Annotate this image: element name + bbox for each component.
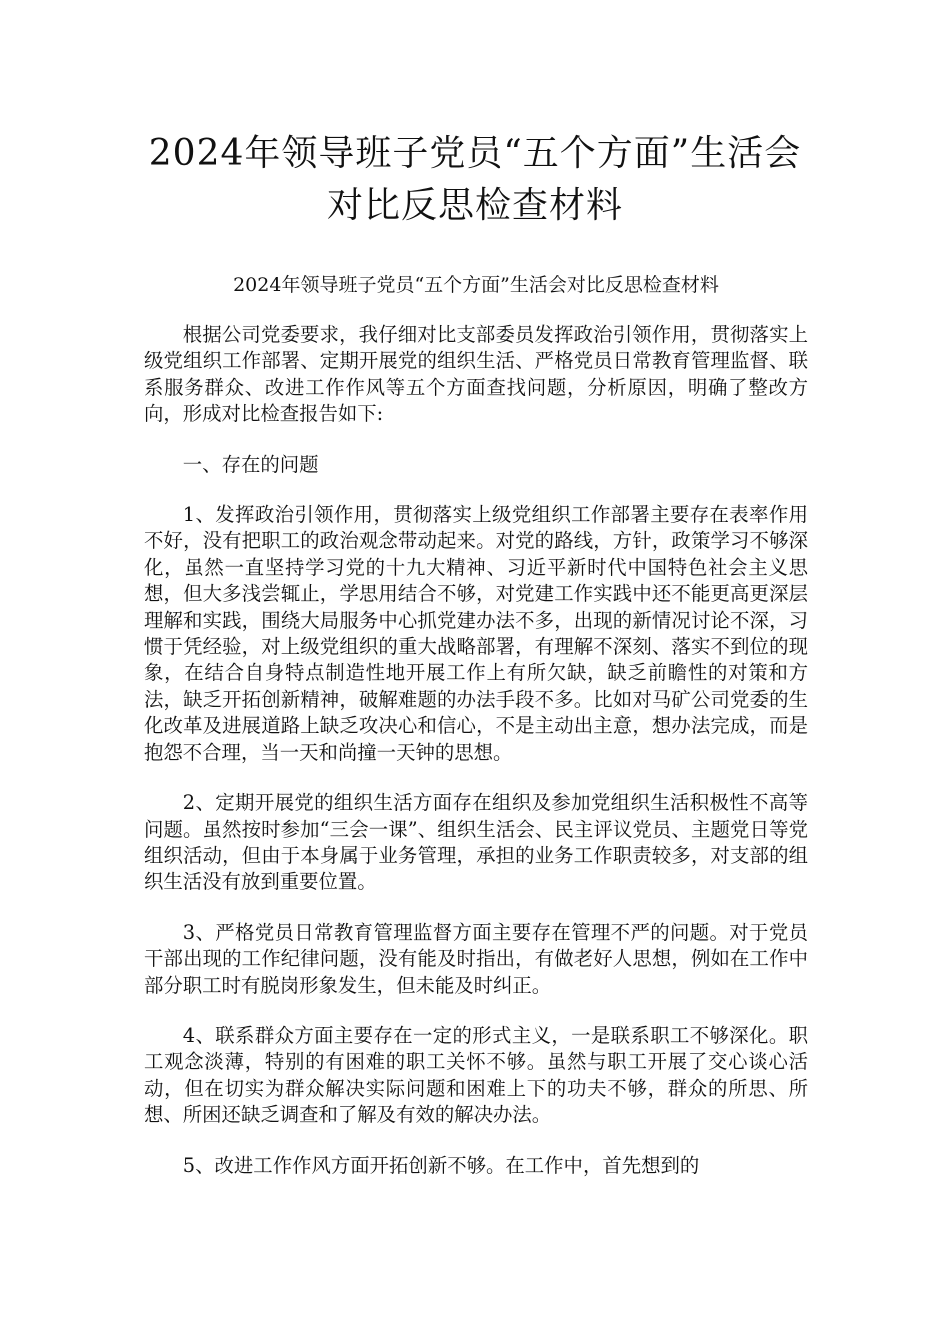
- intro-paragraph: 根据公司党委要求，我仔细对比支部委员发挥政治引领作用，贯彻落实上级党组织工作部署、定期开展党的组织生活、严格党员日常教育管理监督、联系服务群众、改进工作作风等五个方面查找问题，分析原因，明确了整改方向，形成对比检查报告如下:: [144, 323, 808, 426]
- section-heading: 一、存在的问题: [182, 452, 319, 476]
- document-body: [144, 322, 808, 1203]
- document-title: [100, 128, 850, 232]
- title-line-2: 对比反思检查材料: [326, 185, 623, 226]
- problem-paragraph-3: 3、严格党员日常教育管理监督方面主要存在管理不严的问题。对于党员干部出现的工作纪律问题，没有能及时指出，有做老好人思想，例如在工作中部分职工时有脱岗形象发生，但未能及时纠正。: [144, 920, 808, 997]
- problem-paragraph-4: 4、联系群众方面主要存在一定的形式主义，一是联系职工不够深化。职工观念淡薄，特别的有困难的职工关怀不够。虽然与职工开展了交心谈心活动，但在切实为群众解决实际问题和困难上下的功夫不够，群众的所思、所想、所困还缺乏调查和了解及有效的解决办法。: [144, 1023, 808, 1127]
- problem-paragraph-1: 1、发挥政治引领作用，贯彻落实上级党组织工作部署主要存在表率作用不好，没有把职工的政治观念带动起来。对党的路线，方针，政策学习不够深化，虽然一直坚持学习党的十九大精神、习近平新时代中国特色社会主义思想，但大多浅尝辄止，学思用结合不够，对党建工作实践中还不能更高更深层理解和实践，围绕大局服务中心抓党建办法不多，出现的新情况讨论不深，习惯于凭经验，对上级党组织的重大战略部署，有理解不深刻、落实不到位的现象，在结合自身特点制造性地开展工作上有所欠缺，缺乏前瞻性的对策和方法，缺乏开拓创新精神，破解难题的办法手段不多。比如对马矿公司党委的生化改革及进展道路上缺乏攻决心和信心，不是主动出主意，想办法完成，而是抱怨不合理，当一天和尚撞一天钟的思想。: [144, 503, 808, 764]
- problem-paragraph-5: 5、改进工作作风方面开拓创新不够。在工作中，首先想到的: [182, 1153, 700, 1177]
- title-line-1: 2024年领导班子党员“五个方面”生活会: [148, 133, 802, 174]
- problem-paragraph-2: 2、定期开展党的组织生活方面存在组织及参加党组织生活积极性不高等问题。虽然按时参加“三会一课”、组织生活会、民主评议党员、主题党日等党组织活动，但由于本身属于业务管理，承担的业务工作职责较多，对支部的组织生活没有放到重要位置。: [144, 791, 808, 894]
- document-subtitle: 2024年领导班子党员“五个方面”生活会对比反思检查材料: [233, 274, 719, 296]
